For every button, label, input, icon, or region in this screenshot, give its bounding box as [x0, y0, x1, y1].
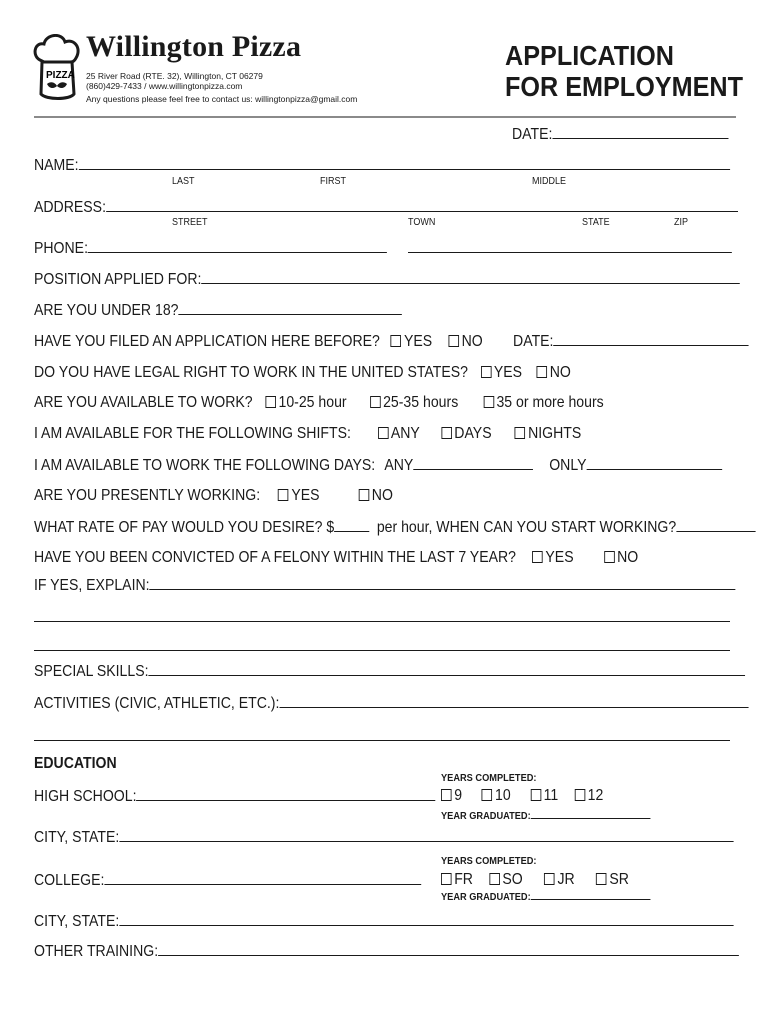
hs-years-options	[441, 787, 603, 805]
rate-label: WHAT RATE OF PAY WOULD YOU DESIRE? $	[34, 519, 335, 536]
college-city-state-field[interactable]	[34, 912, 734, 931]
position-field[interactable]	[34, 270, 740, 289]
hs-year-graduated-input-line[interactable]	[531, 809, 651, 819]
working-label: ARE YOU PRESENTLY WORKING:	[34, 487, 261, 504]
title-line-1: APPLICATION	[505, 40, 674, 71]
logo-text: PIZZA	[46, 70, 75, 81]
working-row	[34, 487, 393, 505]
legal-no-checkbox[interactable]	[537, 366, 548, 378]
explain-input-line[interactable]	[150, 576, 736, 590]
hours-35-plus-label: 35 or more hours	[496, 394, 604, 411]
filed-no-label: NO	[461, 333, 483, 350]
other-training-label: OTHER TRAINING:	[34, 943, 159, 960]
hs-year-9-checkbox[interactable]	[441, 789, 452, 801]
date-input-line[interactable]	[552, 125, 728, 139]
filed-label: HAVE YOU FILED AN APPLICATION HERE BEFORE?	[34, 333, 380, 350]
rate-row	[34, 518, 755, 537]
address-line-2: (860)429-7433 / www.willingtonpizza.com	[86, 81, 243, 91]
start-date-input-line[interactable]	[676, 518, 755, 532]
shift-any-label: ANY	[390, 425, 420, 442]
working-yes-checkbox[interactable]	[278, 489, 289, 501]
other-training-input-line[interactable]	[158, 942, 739, 956]
shift-nights-checkbox[interactable]	[515, 427, 526, 439]
college-so-label: SO	[502, 871, 523, 888]
felony-yes-label: YES	[545, 549, 574, 566]
filed-date-label: DATE:	[513, 333, 554, 350]
shift-days-label: DAYS	[454, 425, 492, 442]
college-fr-checkbox[interactable]	[441, 873, 452, 885]
address-sub-zip: ZIP	[674, 217, 689, 228]
shifts-label: I AM AVAILABLE FOR THE FOLLOWING SHIFTS:	[34, 425, 351, 442]
phone-label: PHONE:	[34, 240, 88, 257]
hs-year-9-label: 9	[454, 787, 463, 804]
college-jr-checkbox[interactable]	[544, 873, 555, 885]
legal-yes-checkbox[interactable]	[481, 366, 492, 378]
legal-label: DO YOU HAVE LEGAL RIGHT TO WORK IN THE UNITED STATES?	[34, 364, 468, 381]
high-school-field[interactable]	[34, 787, 436, 806]
college-fr-label: FR	[454, 871, 473, 888]
activities-label: ACTIVITIES (CIVIC, ATHLETIC, ETC.):	[34, 695, 280, 712]
phone-input-line-2[interactable]	[408, 239, 732, 253]
legal-yes-label: YES	[493, 364, 523, 381]
position-input-line[interactable]	[201, 270, 740, 284]
felony-no-checkbox[interactable]	[604, 551, 615, 563]
name-label: NAME:	[34, 157, 79, 174]
filed-no-checkbox[interactable]	[448, 335, 459, 347]
hs-year-graduated-label: YEAR GRADUATED:	[441, 810, 531, 822]
shift-any-checkbox[interactable]	[378, 427, 389, 439]
hs-year-10-label: 10	[494, 787, 511, 804]
hours-10-25-label: 10-25 hour	[278, 394, 347, 411]
address-sub-state: STATE	[582, 217, 610, 228]
name-sub-middle: MIDDLE	[532, 176, 567, 187]
address-sub-street: STREET	[172, 217, 208, 228]
date-field[interactable]	[512, 125, 728, 144]
hs-city-state-input-line[interactable]	[119, 828, 733, 842]
explain-extra-line-1[interactable]	[34, 621, 730, 622]
filed-before-row	[34, 332, 749, 351]
college-year-graduated-input-line[interactable]	[531, 890, 651, 900]
skills-field[interactable]	[34, 662, 745, 681]
college-years-completed-label: YEARS COMPLETED:	[441, 855, 537, 867]
hours-25-35-checkbox[interactable]	[370, 396, 381, 408]
college-city-state-label: CITY, STATE:	[34, 913, 120, 930]
activities-extra-line[interactable]	[34, 740, 730, 741]
college-city-state-input-line[interactable]	[119, 912, 733, 926]
hs-year-graduated[interactable]	[441, 809, 650, 822]
days-only-label: ONLY	[549, 457, 587, 474]
college-year-graduated[interactable]	[441, 890, 650, 903]
contact-line: Any questions please feel free to contact us: willingtonpizza@gmail.com	[86, 94, 358, 104]
working-yes-label: YES	[291, 487, 320, 504]
hours-25-35-label: 25-35 hours	[383, 394, 459, 411]
shifts-row	[34, 425, 581, 443]
name-input-line[interactable]	[79, 156, 730, 170]
filed-yes-checkbox[interactable]	[391, 335, 402, 347]
under18-label: ARE YOU UNDER 18?	[34, 302, 179, 319]
high-school-label: HIGH SCHOOL:	[34, 788, 137, 805]
activities-input-line[interactable]	[279, 694, 748, 708]
education-heading: EDUCATION	[34, 755, 117, 772]
college-field[interactable]	[34, 871, 421, 890]
header-divider	[34, 116, 736, 118]
date-label: DATE:	[512, 126, 553, 143]
availability-row	[34, 394, 604, 412]
high-school-input-line[interactable]	[136, 787, 435, 801]
address-input-line[interactable]	[106, 198, 738, 212]
explain-extra-line-2[interactable]	[34, 650, 730, 651]
hs-city-state-field[interactable]	[34, 828, 734, 847]
college-jr-label: JR	[557, 871, 575, 888]
filed-yes-label: YES	[403, 333, 433, 350]
rate-input-line[interactable]	[334, 518, 369, 532]
phone-field[interactable]	[34, 239, 732, 258]
filed-date-input-line[interactable]	[553, 332, 748, 346]
hs-year-11-label: 11	[543, 787, 559, 804]
days-any-input-line[interactable]	[413, 456, 533, 470]
hs-year-12-label: 12	[587, 787, 604, 804]
college-so-checkbox[interactable]	[489, 873, 500, 885]
position-label: POSITION APPLIED FOR:	[34, 271, 202, 288]
brand-name: Willington Pizza	[86, 30, 302, 63]
days-label: I AM AVAILABLE TO WORK THE FOLLOWING DAYS:	[34, 457, 376, 474]
explain-field[interactable]	[34, 576, 736, 595]
college-sr-checkbox[interactable]	[596, 873, 607, 885]
college-label: COLLEGE:	[34, 872, 105, 889]
college-input-line[interactable]	[104, 871, 421, 885]
hs-year-12-checkbox[interactable]	[574, 789, 585, 801]
address-line-1: 25 River Road (RTE. 32), Willington, CT 06279	[86, 71, 263, 81]
felony-row	[34, 549, 638, 567]
hs-city-state-label: CITY, STATE:	[34, 829, 120, 846]
days-any-label: ANY	[384, 457, 414, 474]
pizza-chef-logo	[32, 34, 82, 102]
other-training-field[interactable]	[34, 942, 739, 961]
days-row	[34, 456, 722, 475]
hs-year-10-checkbox[interactable]	[482, 789, 493, 801]
rate-mid-label: per hour, WHEN CAN YOU START WORKING?	[376, 519, 677, 536]
title-line-2: FOR EMPLOYMENT	[505, 71, 744, 102]
address-field[interactable]	[34, 198, 738, 217]
under18-field[interactable]	[34, 301, 402, 320]
hours-35-plus-checkbox[interactable]	[483, 396, 494, 408]
under18-input-line[interactable]	[178, 301, 402, 315]
working-no-checkbox[interactable]	[359, 489, 370, 501]
hs-years-completed-label: YEARS COMPLETED:	[441, 772, 537, 784]
address-label: ADDRESS:	[34, 199, 106, 216]
name-field[interactable]	[34, 156, 730, 175]
address-sub-town: TOWN	[408, 217, 436, 228]
felony-no-label: NO	[617, 549, 639, 566]
felony-label: HAVE YOU BEEN CONVICTED OF A FELONY WITHIN THE LAST 7 YEAR?	[34, 549, 516, 566]
college-sr-label: SR	[609, 871, 629, 888]
college-year-graduated-label: YEAR GRADUATED:	[441, 891, 531, 903]
legal-no-label: NO	[549, 364, 571, 381]
shift-days-checkbox[interactable]	[441, 427, 452, 439]
name-sub-last: LAST	[172, 176, 195, 187]
activities-field[interactable]	[34, 694, 748, 713]
days-only-input-line[interactable]	[587, 456, 723, 470]
working-no-label: NO	[371, 487, 393, 504]
form-title	[505, 40, 743, 102]
explain-label: IF YES, EXPLAIN:	[34, 577, 150, 594]
phone-input-line-1[interactable]	[88, 239, 387, 253]
name-sub-first: FIRST	[320, 176, 347, 187]
felony-yes-checkbox[interactable]	[532, 551, 543, 563]
legal-right-row	[34, 364, 571, 382]
shift-nights-label: NIGHTS	[528, 425, 582, 442]
college-years-options	[441, 871, 629, 889]
hs-year-11-checkbox[interactable]	[530, 789, 541, 801]
available-label: ARE YOU AVAILABLE TO WORK?	[34, 394, 253, 411]
hours-10-25-checkbox[interactable]	[265, 396, 276, 408]
skills-input-line[interactable]	[149, 662, 746, 676]
skills-label: SPECIAL SKILLS:	[34, 663, 149, 680]
